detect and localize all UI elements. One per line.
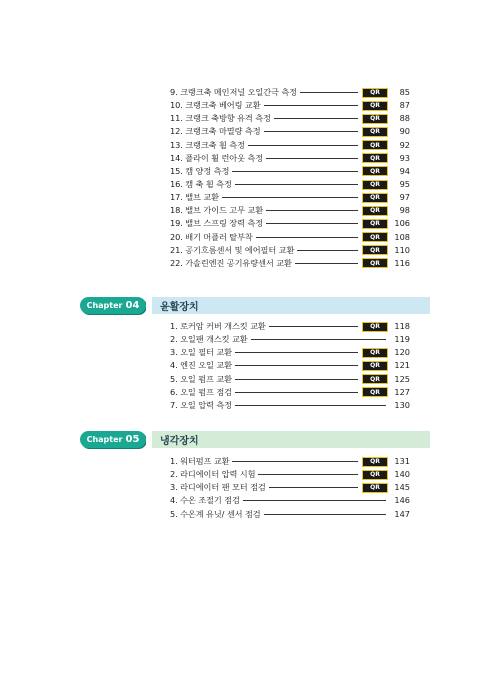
toc-entry[interactable] [170,178,410,191]
toc-entry[interactable] [170,494,410,507]
qr-badge-icon[interactable]: QR [362,180,388,190]
toc-entry-title: 4. 엔진 오일 교환 [170,360,232,371]
toc-entry[interactable] [170,386,410,399]
toc-leader-line [264,514,386,515]
toc-entry[interactable] [170,112,410,125]
toc-leader-line [266,223,358,224]
toc-page-number: 116 [394,257,410,268]
toc-leader-line [235,405,386,406]
qr-badge-icon[interactable]: QR [362,348,388,358]
toc-entry-title: 19. 밸브 스프링 장력 측정 [170,218,264,229]
qr-badge-icon[interactable]: QR [362,232,388,242]
qr-badge-icon[interactable]: QR [362,258,388,268]
toc-page-number: 85 [399,87,410,97]
qr-badge-icon[interactable]: QR [362,361,388,371]
toc-entry-title: 1. 워터펌프 교환 [170,456,230,467]
toc-entry[interactable] [170,481,410,494]
qr-badge-icon[interactable]: QR [362,483,388,493]
toc-page-number: 87 [399,100,410,111]
toc-leader-line [274,118,358,119]
toc-leader-line [235,184,358,185]
toc-entry-title: 14. 플라이 휠 런아웃 측정 [170,152,264,163]
toc-page-number: 130 [394,399,410,410]
toc-entry-title: 16. 캠 축 휨 측정 [170,179,232,190]
toc-entry-title: 7. 오일 압력 측정 [170,399,232,410]
toc-entry[interactable] [170,152,410,165]
toc-entry-title: 12. 크랭크축 마멸량 측정 [170,126,261,137]
toc-entry-title: 9. 크랭크축 메인저널 오일간극 측정 [170,87,297,98]
toc-leader-line [266,210,358,211]
chapter-04-badge-number: 04 [125,300,140,311]
qr-badge-icon[interactable]: QR [362,193,388,203]
toc-list-chapter-04 [170,320,410,412]
toc-entry[interactable] [170,399,410,412]
toc-page-number: 145 [394,482,410,493]
toc-entry[interactable] [170,191,410,204]
toc-page-number: 108 [394,231,410,242]
toc-entry-title: 3. 오일 필터 교환 [170,347,232,358]
toc-entry[interactable] [170,320,410,333]
toc-leader-line [235,379,358,380]
toc-page-number: 118 [394,321,410,331]
toc-entry-title: 22. 가솔린엔진 공기유량센서 교환 [170,257,292,268]
toc-page-number: 127 [394,386,410,397]
chapter-05-badge-word: Chapter [86,435,123,444]
toc-leader-line [232,461,358,462]
toc-leader-line [222,197,358,198]
toc-leader-line [269,487,358,488]
toc-entry-title: 5. 수온계 유닛/ 센서 점검 [170,508,261,519]
toc-page-number: 90 [399,126,410,137]
toc-entry[interactable] [170,231,410,244]
toc-entry[interactable] [170,455,410,468]
toc-entry-title: 2. 오일팬 개스킷 교환 [170,334,248,345]
toc-entry-title: 5. 오일 펌프 교환 [170,373,232,384]
chapter-05-badge [80,431,146,448]
qr-badge-icon[interactable]: QR [362,127,388,137]
toc-page-number: 146 [394,495,410,506]
toc-entry-title: 3. 라디에이터 팬 모터 점검 [170,482,266,493]
toc-entry-title: 17. 밸브 교환 [170,192,219,203]
toc-leader-line [258,474,358,475]
toc-page-number: 120 [394,347,410,358]
toc-leader-line [264,105,358,106]
toc-leader-line [235,392,358,393]
toc-page-number: 95 [399,178,410,189]
chapter-05-title: 냉각장치 [160,436,199,447]
toc-entry[interactable] [170,359,410,372]
qr-badge-icon[interactable]: QR [362,245,388,255]
qr-badge-icon[interactable]: QR [362,206,388,216]
toc-page-number: 106 [394,218,410,229]
toc-entry[interactable] [170,468,410,481]
chapter-05-badge-number: 05 [125,434,140,445]
toc-entry-title: 18. 밸브 가이드 고무 교환 [170,205,264,216]
qr-badge-icon[interactable]: QR [362,470,388,480]
toc-page-number: 92 [399,139,410,150]
chapter-04-badge-word: Chapter [86,301,123,310]
toc-leader-line [300,92,358,93]
toc-page-number: 94 [399,165,410,176]
toc-leader-line [295,263,358,264]
toc-entry[interactable] [170,217,410,230]
toc-leader-line [297,250,358,251]
toc-leader-line [235,352,358,353]
toc-entry-title: 4. 수온 조절기 점검 [170,495,240,506]
qr-badge-icon[interactable]: QR [362,457,388,467]
toc-page-number: 147 [394,508,410,519]
toc-list-chapter-03 [170,86,410,270]
toc-leader-line [243,500,386,501]
chapter-04-badge [80,297,146,314]
qr-badge-icon[interactable]: QR [362,374,388,384]
toc-entry-title: 2. 라디에이터 압력 시험 [170,469,256,480]
toc-entry[interactable] [170,244,410,257]
toc-entry-title: 10. 크랭크축 베어링 교환 [170,100,261,111]
toc-entry[interactable] [170,257,410,270]
qr-badge-icon[interactable]: QR [362,101,388,111]
toc-leader-line [269,326,358,327]
toc-entry-title: 15. 캠 양정 측정 [170,165,230,176]
qr-badge-icon[interactable]: QR [362,387,388,397]
qr-badge-icon[interactable]: QR [362,166,388,176]
toc-page-number: 110 [394,244,410,255]
chapter-05-header [80,431,430,448]
toc-entry[interactable] [170,86,410,99]
toc-leader-line [256,237,358,238]
toc-page-number: 125 [394,373,410,384]
toc-entry[interactable] [170,165,410,178]
toc-page-number: 97 [399,192,410,203]
qr-badge-icon[interactable]: QR [362,88,388,98]
toc-entry[interactable] [170,333,410,346]
qr-badge-icon[interactable]: QR [362,114,388,124]
toc-entry[interactable] [170,139,410,152]
toc-entry[interactable] [170,204,410,217]
toc-leader-line [235,365,358,366]
toc-entry-title: 6. 오일 펌프 점검 [170,386,232,397]
toc-page-number: 93 [399,152,410,163]
toc-entry[interactable] [170,346,410,359]
toc-list-chapter-05 [170,455,410,521]
toc-entry-title: 1. 로커암 커버 개스킷 교환 [170,321,266,332]
toc-page-number: 140 [394,469,410,480]
toc-entry-title: 11. 크랭크 축방향 유격 측정 [170,113,271,124]
toc-entry[interactable] [170,508,410,521]
chapter-04-header [80,297,430,314]
toc-entry-title: 13. 크랭크축 휨 측정 [170,139,245,150]
toc-entry[interactable] [170,373,410,386]
toc-page-number: 98 [399,205,410,216]
toc-page-number: 121 [394,360,410,371]
toc-leader-line [248,145,358,146]
chapter-04-title-bar [152,297,430,314]
toc-entry-title: 21. 공기흐름센서 및 에어필터 교환 [170,244,295,255]
qr-badge-icon[interactable]: QR [362,153,388,163]
qr-badge-icon[interactable]: QR [362,322,388,332]
toc-entry-title: 20. 배기 머플러 탈부착 [170,231,253,242]
toc-leader-line [232,171,358,172]
toc-leader-line [266,158,358,159]
toc-leader-line [264,131,358,132]
toc-entry[interactable] [170,125,410,138]
chapter-05-title-bar [152,431,430,448]
qr-badge-icon[interactable]: QR [362,219,388,229]
qr-badge-icon[interactable]: QR [362,140,388,150]
chapter-04-title: 윤활장치 [160,302,199,313]
toc-entry[interactable] [170,99,410,112]
toc-leader-line [251,339,386,340]
toc-page-number: 119 [394,334,410,345]
toc-page-number: 131 [394,456,410,466]
toc-page-number: 88 [399,113,410,124]
